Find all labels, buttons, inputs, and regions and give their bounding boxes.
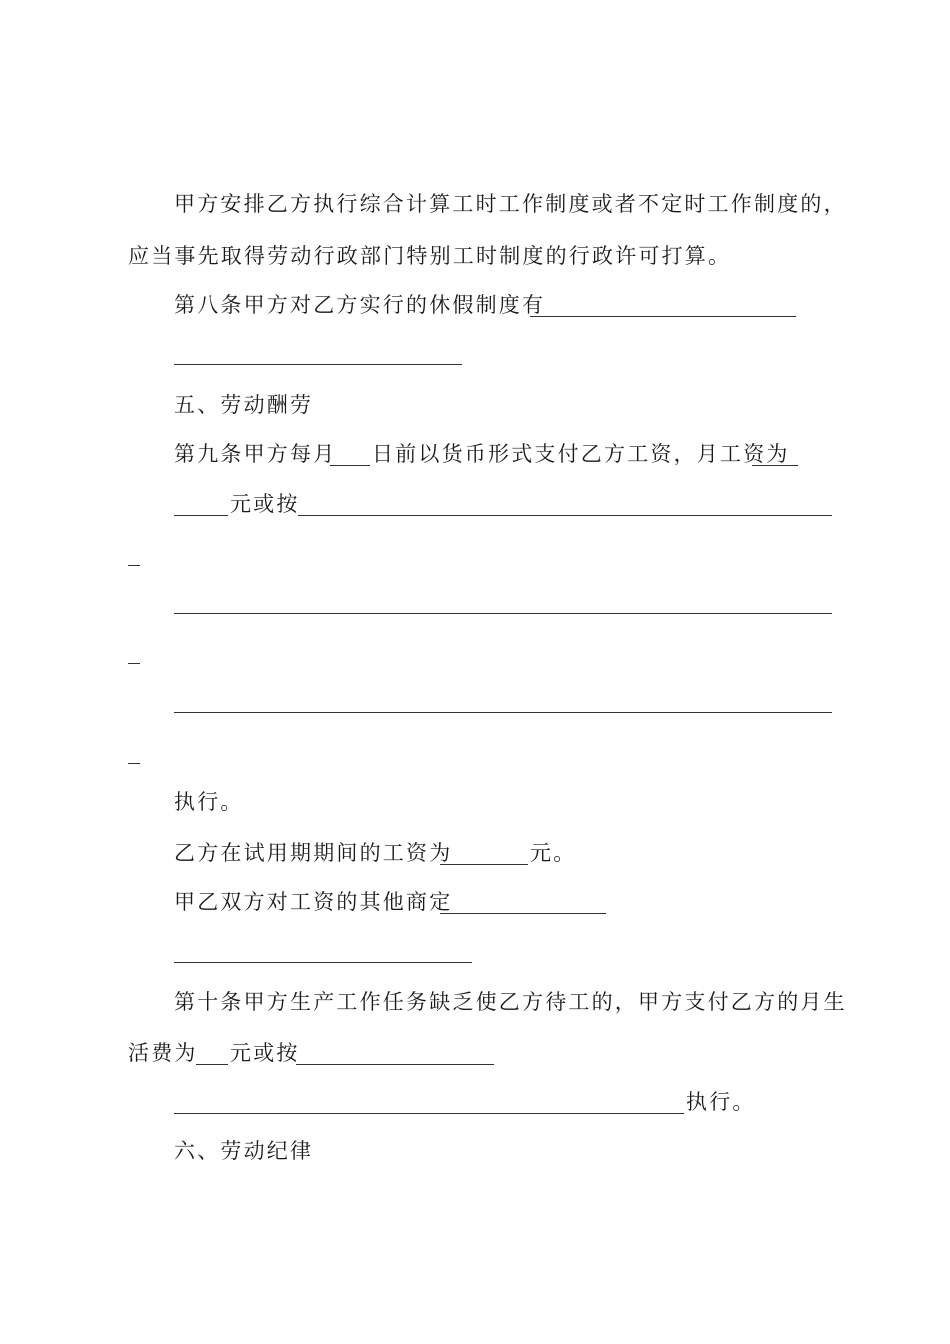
text: 五、劳动酬劳: [174, 393, 314, 417]
text: 第八条甲方对乙方实行的休假制度有: [174, 293, 546, 317]
text: 执行。: [686, 1090, 756, 1114]
text: 第十条甲方生产工作任务缺乏使乙方待工的，甲方支付乙方的月生: [174, 990, 847, 1014]
clause-10-or: [230, 1038, 300, 1068]
clause-10-end: [686, 1087, 756, 1117]
clause-10-line-cont: [128, 1038, 198, 1068]
probation-wage-line: [174, 838, 452, 868]
fill-in-blank[interactable]: [296, 1064, 494, 1065]
text: 甲乙双方对工资的其他商定: [174, 890, 453, 914]
fill-in-blank[interactable]: [752, 465, 798, 466]
clause-9-line: [174, 439, 336, 469]
other-agreement-line: [174, 887, 452, 917]
fill-in-blank[interactable]: [174, 712, 832, 713]
section-heading: [174, 1136, 313, 1166]
fill-in-blank[interactable]: [174, 962, 472, 963]
clause-10-line: [174, 987, 847, 1017]
fill-in-blank[interactable]: [128, 663, 140, 664]
section-heading: [174, 390, 313, 420]
fill-in-blank[interactable]: [128, 565, 140, 566]
fill-in-blank[interactable]: [174, 515, 228, 516]
text: 乙方在试用期期间的工资为: [174, 841, 453, 865]
text: 执行。: [174, 790, 244, 814]
text: 元或按: [230, 1041, 300, 1065]
fill-in-blank[interactable]: [440, 913, 606, 914]
clause-8-line: [174, 290, 545, 320]
text: 活费为: [128, 1041, 198, 1065]
fill-in-blank[interactable]: [128, 763, 140, 764]
probation-wage-unit: [530, 838, 576, 868]
text: 应当事先取得劳动行政部门特别工时制度的行政许可打算。: [128, 244, 732, 268]
text: 元。: [530, 841, 577, 865]
clause-9-end: [174, 787, 244, 817]
fill-in-blank[interactable]: [196, 1064, 228, 1065]
fill-in-blank[interactable]: [330, 465, 370, 466]
paragraph-line: [128, 241, 731, 271]
fill-in-blank[interactable]: [530, 316, 796, 317]
text: 第九条甲方每月: [174, 442, 337, 466]
fill-in-blank[interactable]: [298, 515, 832, 516]
fill-in-blank[interactable]: [174, 613, 832, 614]
text: 甲方安排乙方执行综合计算工时工作制度或者不定时工作制度的，: [174, 192, 847, 216]
text: 元或按: [230, 492, 300, 516]
fill-in-blank[interactable]: [174, 364, 462, 365]
fill-in-blank[interactable]: [440, 864, 528, 865]
paragraph-line: [174, 189, 847, 219]
text: 日前以货币形式支付乙方工资，月工资为: [372, 442, 790, 466]
text: 六、劳动纪律: [174, 1139, 314, 1163]
fill-in-blank[interactable]: [174, 1113, 684, 1114]
clause-9-pay-line: [230, 489, 300, 519]
clause-9-line-cont: [372, 439, 790, 469]
